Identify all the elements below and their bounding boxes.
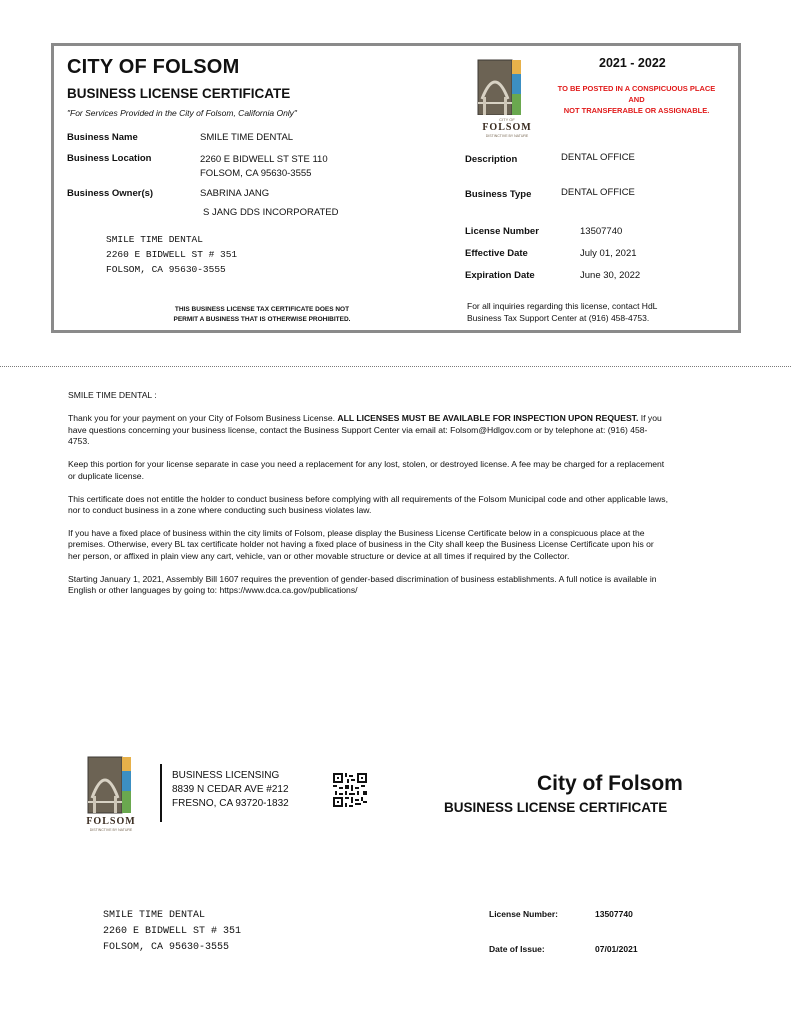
business-location-label: Business Location bbox=[67, 153, 152, 164]
address-divider-bar bbox=[160, 764, 162, 822]
business-owner-label: Business Owner(s) bbox=[67, 188, 154, 199]
return-address: BUSINESS LICENSING 8839 N CEDAR AVE #212 FRESNO, CA 93720-1832 bbox=[172, 770, 289, 809]
bridge-logo-icon bbox=[80, 756, 142, 814]
date-of-issue-value: 07/01/2021 bbox=[595, 944, 638, 954]
recipient-address: SMILE TIME DENTAL 2260 E BIDWELL ST # 351 FOLSOM, CA 95630-3555 bbox=[103, 910, 242, 953]
business-name-value: SMILE TIME DENTAL bbox=[200, 132, 294, 143]
expiration-date-value: June 30, 2022 bbox=[580, 270, 641, 281]
business-owner-value: S JANG DDS INCORPORATED bbox=[203, 207, 339, 218]
city-title: CITY OF FOLSOM bbox=[67, 56, 240, 78]
business-owner-value: SABRINA JANG bbox=[200, 188, 270, 199]
footer-folsom-logo: FOLSOM DISTINCTIVE BY NATURE bbox=[80, 756, 142, 834]
letter-paragraph: Keep this portion for your license separate in case you need a replacement for any lost, stolen, or destroyed license. A fee may be charged for a replacement or duplicate license. bbox=[68, 459, 665, 481]
license-number-value: 13507740 bbox=[580, 226, 623, 237]
letter-paragraph: This certificate does not entitle the holder to conduct business before complying with all requirements of the Folsom Municipal code and other applicable laws, nor to conduct business in a zone where conducting such business violates law. bbox=[68, 493, 668, 516]
license-certificate bbox=[51, 43, 741, 333]
service-area-note: "For Services Provided in the City of Folsom, California Only" bbox=[67, 108, 297, 118]
footer-license-number-label: License Number: bbox=[489, 909, 558, 919]
bridge-logo-icon bbox=[475, 59, 539, 115]
tear-off-divider bbox=[0, 366, 791, 367]
business-location-value: 2260 E BIDWELL ST STE 110 FOLSOM, CA 95630-3555 bbox=[200, 154, 328, 179]
footer-license-number-value: 13507740 bbox=[595, 909, 633, 919]
business-type-value: DENTAL OFFICE bbox=[561, 187, 635, 198]
qr-code-icon bbox=[333, 773, 367, 807]
letter-paragraph: If you have a fixed place of business within the city limits of Folsom, please display the Business License Certificate below in a conspicuous place at the premises. Otherwise, every BL tax certificate holder not having a fixed place of business in the City shall keep the Business License Certificate upon his or her person, or affixed in plain view any cart, vehicle, van or other movable structure or device at all times if required by the Collector. bbox=[68, 528, 654, 561]
description-value: DENTAL OFFICE bbox=[561, 152, 635, 163]
business-name-label: Business Name bbox=[67, 132, 138, 143]
effective-date-label: Effective Date bbox=[465, 248, 528, 259]
city-of-folsom-logo: CITY OF FOLSOM DISTINCTIVE BY NATURE bbox=[475, 59, 539, 135]
license-number-label: License Number bbox=[465, 226, 539, 237]
posting-notice: TO BE POSTED IN A CONSPICUOUS PLACE AND NOT TRANSFERABLE OR ASSIGNABLE. bbox=[557, 84, 716, 115]
cover-letter bbox=[68, 390, 668, 608]
effective-date-value: July 01, 2021 bbox=[580, 248, 637, 259]
mailing-address: SMILE TIME DENTAL 2260 E BIDWELL ST # 351 FOLSOM, CA 95630-3555 bbox=[106, 234, 238, 275]
footer-city-title: City of Folsom bbox=[537, 772, 683, 795]
license-year: 2021 - 2022 bbox=[599, 56, 666, 70]
date-of-issue-label: Date of Issue: bbox=[489, 944, 545, 954]
description-label: Description bbox=[465, 154, 518, 165]
letter-paragraph: Thank you for your payment on your City of Folsom Business License. ALL LICENSES MUST BE AVAILABLE FOR INSPECTION UPON REQUEST. If you have questions concerning your business license, contact the Business Support Center via email at: Folsom@Hdlgov.com or by telephone at: (916) 458-4753. bbox=[68, 413, 662, 447]
expiration-date-label: Expiration Date bbox=[465, 270, 535, 281]
letter-paragraph: Starting January 1, 2021, Assembly Bill 1607 requires the prevention of gender-based discrimination of business establishments. A full notice is available in English or other languages by going to: https://www.dca.ca.gov/publications/ bbox=[68, 573, 657, 596]
letter-salutation: SMILE TIME DENTAL : bbox=[68, 390, 157, 400]
certificate-disclaimer: THIS BUSINESS LICENSE TAX CERTIFICATE DOES NOT PERMIT A BUSINESS THAT IS OTHERWISE PROHIBITED. bbox=[173, 306, 351, 323]
footer-certificate-title: BUSINESS LICENSE CERTIFICATE bbox=[444, 800, 668, 815]
certificate-title: BUSINESS LICENSE CERTIFICATE bbox=[67, 86, 291, 101]
inquiry-note: For all inquiries regarding this license, contact HdL Business Tax Support Center at (916) 458-4753. bbox=[467, 301, 658, 323]
business-type-label: Business Type bbox=[465, 189, 532, 200]
